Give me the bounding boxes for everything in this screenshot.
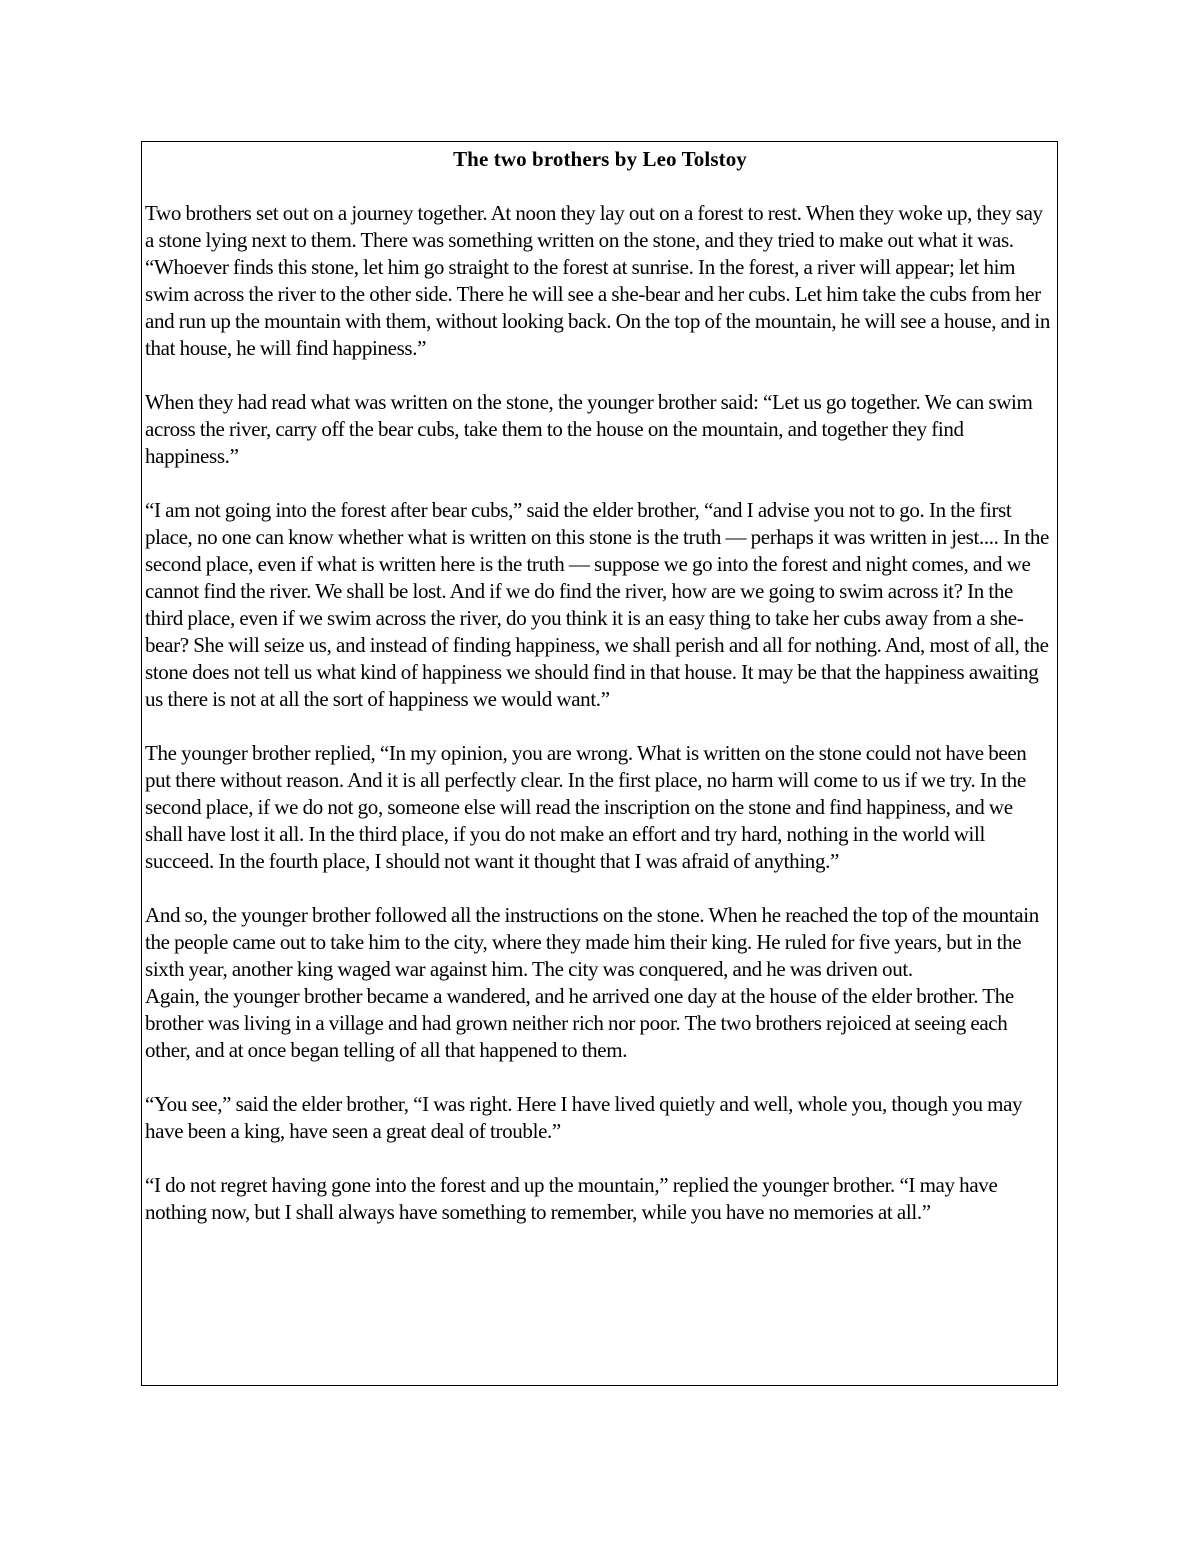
paragraph-6: And so, the younger brother followed all the instructions on the stone. When he reached the top of the mountain the people came out to take him to the city, where they made him their king. He ruled for five years, but in the sixth year, another king waged war against him. The city was conquered, and he was driven out. (145, 903, 1039, 981)
paragraph-2: “Whoever finds this stone, let him go straight to the forest at sunrise. In the forest, a river will appear; let him swim across the river to the other side. There he will see a she-bear and her cubs. Let him take the cubs from her and run up the mountain with them, without looking back. On the top of the mountain, he will see a house, and in that house, he will find happiness.” (145, 255, 1050, 360)
document-title: The two brothers by Leo Tolstoy (453, 147, 747, 171)
paragraph-8: “You see,” said the elder brother, “I was right. Here I have lived quietly and well, whole you, though you may have been a king, have seen a great deal of trouble.” (145, 1092, 1023, 1143)
paragraph-4: “I am not going into the forest after bear cubs,” said the elder brother, “and I advise you not to go. In the first place, no one can know whether what is written on this stone is the truth — perhaps it was written in jest.... In the second place, even if what is written here is the truth — suppose we go into the forest and night comes, and we cannot find the river. We shall be lost. And if we do find the river, how are we going to swim across it? In the third place, even if we swim across the river, do you think it is an easy thing to take her cubs away from a she-bear? She will seize us, and instead of finding happiness, we shall perish and all for nothing. And, most of all, the stone does not tell us what kind of happiness we should find in that house. It may be that the happiness awaiting us there is not at all the sort of happiness we would want.” (145, 498, 1049, 711)
paragraph-9: “I do not regret having gone into the forest and up the mountain,” replied the younger brother. “I may have nothing now, but I shall always have something to remember, while you have no memories at all.” (145, 1173, 998, 1224)
paragraph-3: When they had read what was written on the stone, the younger brother said: “Let us go together. We can swim across the river, carry off the bear cubs, take them to the house on the mountain, and together they find happiness.” (145, 390, 1033, 468)
paragraph-7: Again, the younger brother became a wandered, and he arrived one day at the house of the elder brother. The brother was living in a village and had grown neither rich nor poor. The two brothers rejoiced at seeing each other, and at once began telling of all that happened to them. (145, 984, 1014, 1062)
paragraph-5: The younger brother replied, “In my opinion, you are wrong. What is written on the stone could not have been put there without reason. And it is all perfectly clear. In the first place, no harm will come to us if we try. In the second place, if we do not go, someone else will read the inscription on the stone and find happiness, and we shall have lost it all. In the third place, if you do not make an effort and try hard, nothing in the world will succeed. In the fourth place, I should not want it thought that I was afraid of anything.” (145, 741, 1027, 873)
paragraph-1: Two brothers set out on a journey together. At noon they lay out on a forest to rest. When they woke up, they say a stone lying next to them. There was something written on the stone, and they tried to make out what it was. (145, 201, 1043, 252)
document-frame (141, 141, 1058, 1386)
